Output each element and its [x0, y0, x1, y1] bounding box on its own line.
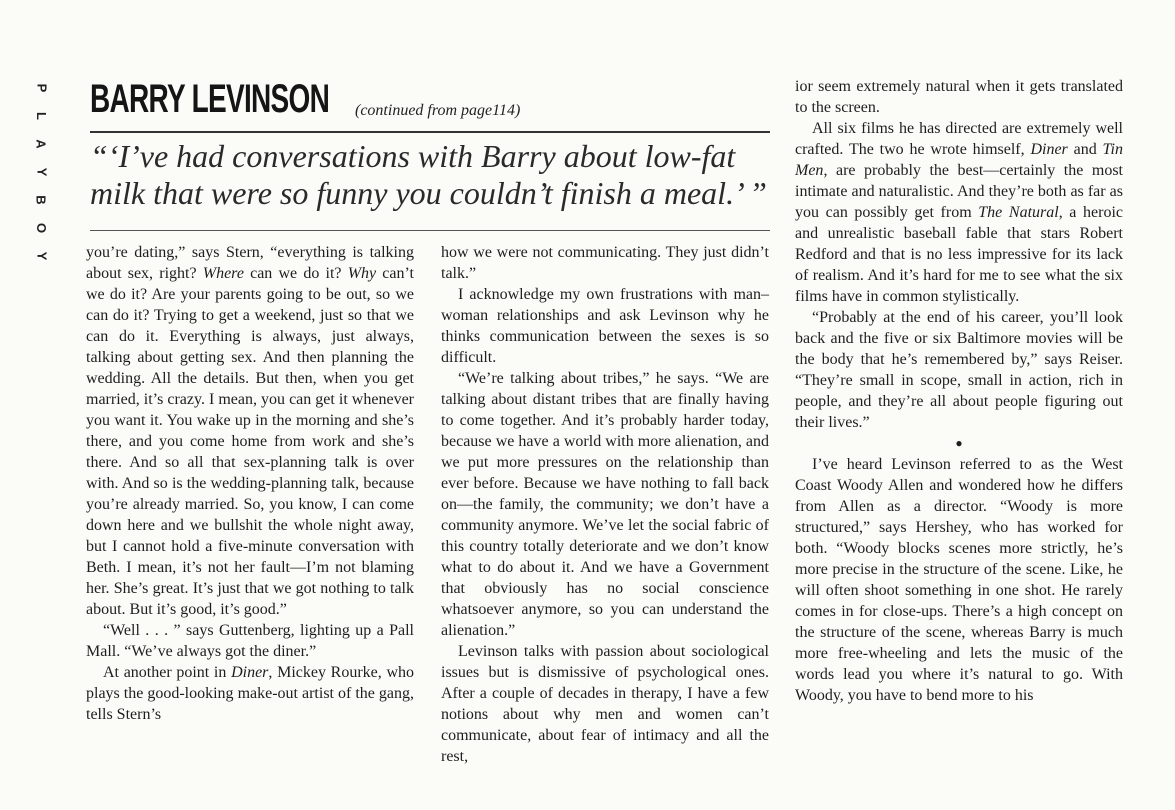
text-run: and: [1067, 141, 1103, 158]
paragraph: ior seem extremely natural when it gets translated to the screen.: [795, 78, 1123, 116]
italic-run: Why: [347, 265, 377, 282]
pull-quote: “‘I’ve had conversations with Barry about low-fat milk that were so funny you couldn’t finish a meal.’ ”: [90, 138, 767, 211]
paragraph: [86, 242, 414, 620]
italic-run: Diner: [231, 664, 269, 681]
text-run: , a heroic and unrealistic baseball fable that stars Robert Redford and that is no less impressive for its lack of realism. And it’s hard for me to see what the six films have in common stylistically.: [795, 204, 1123, 305]
magazine-letter: P: [33, 83, 49, 93]
paragraph: how we were not communicating. They just didn’t talk.”: [441, 244, 769, 282]
text-run: At another point in: [103, 664, 232, 681]
italic-run: Where: [202, 265, 244, 282]
italic-run: Diner: [1030, 141, 1068, 158]
paragraph: [86, 662, 414, 725]
paragraph: [795, 118, 1123, 307]
paragraph: “Well . . . ” says Guttenberg, lighting up a Pall Mall. “We’ve always got the diner.”: [86, 622, 414, 660]
text-column-1: [86, 242, 414, 725]
italic-run: The Natural: [978, 204, 1059, 221]
pull-quote-rule: [90, 230, 770, 231]
paragraph: Levinson talks with passion about sociological issues but is dismissive of psychological ones. After a couple of decades in therapy, I have a few notions about why men and women can’t communicate, about fear of intimacy and all the rest,: [441, 643, 769, 765]
text-run: All six films he has directed are extremely well crafted. The two he wrote himself,: [795, 120, 1123, 158]
magazine-letter: L: [33, 112, 49, 120]
text-run: can’t we do it? Are your parents going to be out, so we can do it? Trying to get a weekend, just so that we can do it. Everything is always, just always, talking about getting sex. And then planning the wedding. All the details. But then, when you get married, it’s crazy. I mean, you can get it whenever you want it. You wake up in the morning and she’s there, and you come home from work and she’s there. And so all that sex-planning talk is over with. And so is the wedding-planning talk, because you’re already married. So, you know, I can come down here and we bullshit the whole night away, but I cannot hold a five-minute conversation with Beth. I mean, it’s not her fault—I’m not blaming her. She’s great. It’s just that we got nothing to talk about. But it’s good, it’s good.”: [86, 265, 414, 618]
magazine-name-vertical: [30, 74, 52, 270]
paragraph: “We’re talking about tribes,” he says. “We are talking about distant tribes that are finally having to come together. And it’s probably harder today, because we have a world with more alienation, and we put more pressures on the relationship than ever before. Because we have nothing to fall back on—the family, the community; we don’t have a community anymore. We’ve let the social fabric of this country totally deteriorate and we don’t know what to do about it. And we have a Government that obviously has no social conscience whatsoever anymore, so you can understand the alienation.”: [441, 370, 769, 639]
text-run: can we do it?: [243, 265, 348, 282]
magazine-letter: Y: [33, 167, 49, 177]
headline: BARRY LEVINSON: [90, 77, 330, 121]
paragraph: “Probably at the end of his career, you’ll look back and the five or six Baltimore movies will be the body that he’s remembered by,” says Reiser. “They’re small in scope, small in action, rich in people, and they’re all about people figuring out their lives.”: [795, 309, 1123, 431]
section-break-dot: [795, 433, 1123, 454]
text-run: , Mickey Rourke, who plays the good-looking make-out artist of the gang, tells Stern’s: [86, 664, 415, 723]
header-rule: [90, 131, 770, 133]
magazine-letter: Y: [33, 251, 49, 261]
paragraph: I’ve heard Levinson referred to as the West Coast Woody Allen and wondered how he differs from Allen as a director. “Woody is more structured,” says Hershey, who has worked for both. “Woody blocks scenes more strictly, he’s more precise in the structure of the scene. Like, he will often shoot something in one shot. He rarely comes in for close-ups. There’s a high concept on the structure of the scene, whereas Barry is much more free-wheeling and lets the music of the words lead you where it’s natural to go. With Woody, you have to bend more to his: [795, 456, 1123, 704]
article-header: [90, 76, 770, 132]
text-column-2: [441, 242, 769, 767]
paragraph: I acknowledge my own frustrations with man–woman relationships and ask Levinson why he thinks communication between the sexes is so difficult.: [441, 286, 769, 366]
text-run: , are probably the best—certainly the most intimate and naturalistic. And they’re both as far as you can possibly get from: [795, 162, 1123, 221]
magazine-letter: A: [33, 139, 49, 149]
continued-note: (continued from page114): [355, 102, 521, 119]
text-column-3: [795, 76, 1123, 706]
magazine-letter: B: [33, 195, 49, 205]
magazine-letter: O: [34, 222, 49, 234]
italic-run: Tin Men: [795, 141, 1123, 179]
text-run: you’re dating,” says Stern, “everything is talking about sex, right?: [86, 244, 414, 282]
